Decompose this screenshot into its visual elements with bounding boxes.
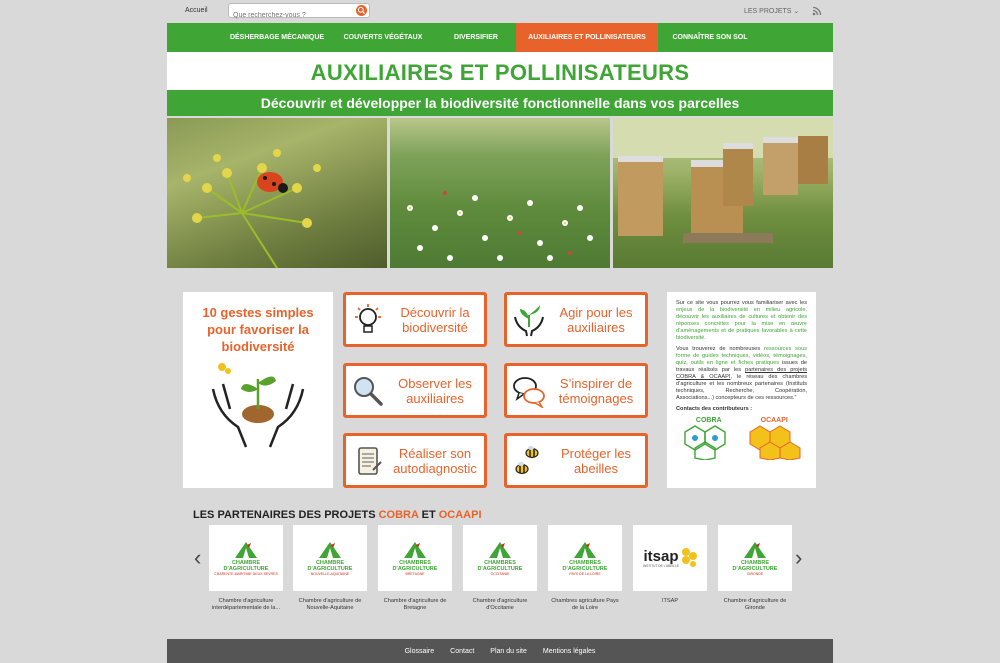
info-text: issues de travaux réalisés par les [676, 360, 808, 373]
ocaapi-logo-text: OCAAPI [760, 417, 788, 424]
act-for-auxiliaries-label: Agir pour les auxiliaires [559, 304, 633, 335]
protect-bees-button[interactable] [504, 433, 648, 488]
chevron-down-icon: ⌄ [793, 8, 800, 15]
partners-heading-ocaapi: OCAAPI [438, 509, 482, 521]
partner-logo [463, 525, 537, 591]
ladybug-photo [167, 118, 387, 268]
info-text: , le réseau des chambres d’agriculture et les nombreux partenaires (Instituts techniques, Recherche, Coopération, Associations...) concepteurs de ces ressources.” [676, 374, 807, 401]
partner-card[interactable] [293, 525, 367, 612]
partner-logo [378, 525, 452, 591]
info-text: Sur ce site vous pourrez vous familiariser avec les [676, 300, 807, 306]
cobra-hexagons-icon [681, 424, 737, 460]
chambre-agriculture-logo-icon [402, 540, 428, 560]
partner-label: Chambre d'agriculture d'Occitanie [472, 598, 528, 611]
partner-logo-text: itsap [643, 547, 679, 565]
lightbulb-icon [351, 303, 385, 337]
footer-sitemap-link[interactable]: Plan du site [490, 647, 527, 655]
partner-logo [293, 525, 367, 591]
observe-auxiliaries-label: Observer les auxiliaires [398, 375, 472, 406]
info-highlight: ressources sous forme de guides techniques, vidéos, témoignages, quiz, outils en ligne et fiches pratiques [676, 346, 807, 366]
ocaapi-logo[interactable] [746, 417, 802, 463]
honeycomb-icon [681, 547, 697, 569]
partners-heading [193, 509, 482, 521]
cobra-logo-text: COBRA [695, 417, 722, 424]
partner-logo-region: INSTITUT DE L'ABEILLE [643, 563, 679, 568]
ten-gestures-card[interactable] [183, 292, 333, 488]
carousel-next-button[interactable] [795, 545, 802, 571]
partner-logo-text: CHAMBRE D'AGRICULTURE [732, 559, 778, 572]
search-box [228, 3, 370, 18]
partner-label: Chambre d'agriculture de Gironde [723, 598, 787, 611]
footer-glossary-link[interactable]: Glossaire [404, 647, 435, 655]
page-subtitle: Découvrir et développer la biodiversité fonctionnelle dans vos parcelles [167, 90, 833, 116]
page-title: AUXILIAIRES ET POLLINISATEURS [310, 60, 690, 85]
chambre-agriculture-logo-icon [572, 540, 598, 560]
chambre-agriculture-logo-icon [317, 540, 343, 560]
info-paragraph-1 [676, 300, 807, 342]
contributors-heading: Contacts des contributeurs : [676, 406, 753, 412]
search-button[interactable] [356, 5, 367, 16]
chambre-agriculture-logo-icon [233, 540, 259, 560]
chevron-left-icon: ‹ [194, 545, 202, 570]
chambre-agriculture-logo-icon [487, 540, 513, 560]
partner-card[interactable] [548, 525, 622, 612]
top-bar [0, 0, 1000, 23]
partners-heading-and: ET [418, 509, 439, 521]
partner-logo-region: GIRONDE [746, 571, 764, 576]
partner-card[interactable] [378, 525, 452, 612]
projects-label: LES PROJETS [744, 8, 792, 15]
info-highlight: enjeux de la biodiversité en milieu agricole, découvrir les auxiliaires de cultures et obtenir des réponses concrètes pour la mise en œuvre d’aménagements et de pratiques favorables à cette biodiversité. [676, 307, 807, 341]
main-nav [167, 23, 833, 52]
chambre-agriculture-logo-icon [742, 540, 768, 560]
meadow-illustration [390, 118, 608, 268]
partner-logo-text: CHAMBRE D'AGRICULTURE [307, 559, 353, 572]
ocaapi-hexagons-icon [746, 424, 802, 460]
nav-diversifier[interactable]: DIVERSIFIER [454, 34, 498, 41]
partner-card[interactable] [463, 525, 537, 612]
partners-link[interactable]: partenaires des projets COBRA & OCAAPI [676, 367, 808, 380]
self-diagnostic-label: Réaliser son autodiagnostic [393, 445, 477, 476]
nav-desherbage[interactable]: DÉSHERBAGE MÉCANIQUE [229, 34, 325, 41]
partner-logo [209, 525, 283, 591]
search-input[interactable] [229, 9, 353, 22]
home-link[interactable]: Accueil [185, 7, 208, 14]
partners-heading-cobra: COBRA [378, 509, 419, 521]
hands-plant-icon [512, 303, 546, 337]
discover-biodiversity-label: Découvrir la biodiversité [400, 304, 470, 335]
partner-logo-region: OCCITANIE [490, 571, 510, 576]
nav-sol[interactable]: CONNAÎTRE SON SOL [672, 34, 748, 41]
protect-bees-label: Protéger les abeilles [560, 445, 632, 476]
nav-auxiliaires[interactable]: AUXILIAIRES ET POLLINISATEURS [516, 23, 658, 52]
partner-logo-text: CHAMBRES D'AGRICULTURE [392, 559, 438, 572]
photo-banner [167, 118, 833, 268]
partner-card[interactable] [633, 525, 707, 605]
testimonials-button[interactable] [504, 363, 648, 418]
info-paragraph-2 [676, 346, 807, 402]
rss-icon[interactable] [812, 6, 822, 16]
act-for-auxiliaries-button[interactable] [504, 292, 648, 347]
partner-logo-text: CHAMBRE D'AGRICULTURE [223, 559, 269, 572]
partner-logo-text: CHAMBRES D'AGRICULTURE [562, 559, 608, 572]
partner-logo-region: CHARENTE-MARITIME DEUX-SEVRES [214, 571, 278, 576]
partner-logo [633, 525, 707, 591]
speech-bubbles-icon [512, 374, 546, 408]
info-text: Vous trouverez de nombreuses [676, 346, 765, 352]
cobra-logo[interactable] [681, 417, 737, 463]
self-diagnostic-button[interactable] [343, 433, 487, 488]
chevron-right-icon: › [795, 545, 803, 570]
search-icon [356, 5, 367, 16]
contributor-logos [676, 417, 807, 463]
hands-plant-icon [208, 359, 308, 449]
partner-label: Chambre d'agriculture de Nouvelle-Aquitaine [298, 598, 362, 611]
magnifier-icon [351, 374, 385, 408]
partner-logo-region: BRETAGNE [405, 571, 425, 576]
title-band [167, 52, 833, 90]
partner-label: Chambre d'agriculture interdépartementale de la... [211, 598, 281, 611]
observe-auxiliaries-button[interactable] [343, 363, 487, 418]
partner-label: ITSAP [661, 598, 679, 604]
testimonials-label: S’inspirer de témoignages [558, 375, 634, 406]
footer-contact-link[interactable]: Contact [450, 647, 475, 655]
bees-icon [512, 444, 546, 478]
partner-logo [718, 525, 792, 591]
partner-logo-region: PAYS DE LA LOIRE [569, 571, 601, 576]
partner-label: Chambres agriculture Pays de la Loire [551, 598, 619, 611]
discover-biodiversity-button[interactable] [343, 292, 487, 347]
partner-logo [548, 525, 622, 591]
footer [167, 639, 833, 663]
flower-meadow-photo [390, 118, 610, 268]
ladybug-illustration [167, 118, 387, 268]
nav-couverts[interactable]: COUVERTS VÉGÉTAUX [343, 34, 423, 41]
partner-logo-region: NOUVELLE-AQUITAINE [310, 571, 350, 576]
carousel-prev-button[interactable] [194, 545, 201, 571]
beehives-photo [613, 118, 833, 268]
partner-logo-text: CHAMBRES D'AGRICULTURE [477, 559, 523, 572]
ten-gestures-title: 10 gestes simples pour favoriser la biodiversité [202, 305, 314, 354]
partner-card[interactable] [718, 525, 792, 612]
partner-label: Chambre d'agriculture de Bretagne [383, 598, 447, 611]
beehives-illustration [613, 118, 833, 268]
projects-menu[interactable] [744, 7, 799, 15]
partners-heading-text: LES PARTENAIRES DES PROJETS [193, 509, 379, 521]
info-panel [667, 292, 816, 488]
partner-card[interactable] [209, 525, 283, 612]
footer-legal-link[interactable]: Mentions légales [542, 647, 596, 655]
scroll-icon [351, 444, 385, 478]
